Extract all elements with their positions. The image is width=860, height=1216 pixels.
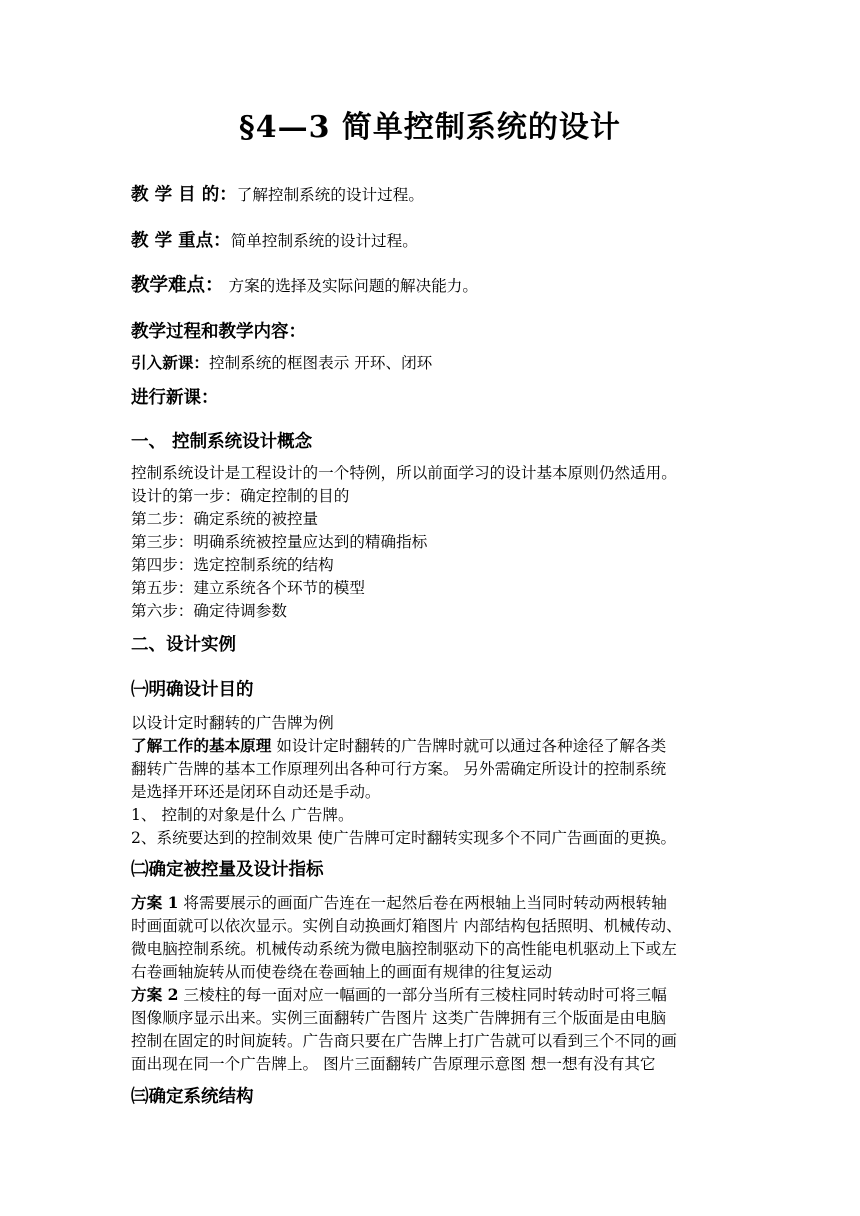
sub1-line: 以设计定时翻转的广告牌为例 bbox=[131, 714, 334, 732]
focus-label: 教 学 重点： bbox=[131, 231, 231, 251]
plan1-text: 将需要展示的画面广告连在一起然后卷在两根轴上当同时转动两根转轴 bbox=[178, 894, 667, 912]
plan2-line: 控制在固定的时间旋转。广告商只要在广告牌上打广告就可以看到三个不同的画 bbox=[131, 1032, 677, 1050]
plan1-line: 右卷画轴旋转从而使卷绕在卷画轴上的画面有规律的往复运动 bbox=[131, 963, 553, 981]
plan2-label: 方案 2 bbox=[131, 985, 179, 1004]
section2-heading: 二、设计实例 bbox=[131, 635, 236, 655]
teaching-difficulty bbox=[131, 275, 478, 297]
page-title: §4—3 简单控制系统的设计 bbox=[239, 110, 621, 145]
aim-text: 了解控制系统的设计过程。 bbox=[236, 186, 424, 204]
section1-line: 第四步：选定控制系统的结构 bbox=[131, 556, 334, 574]
new-lesson-heading: 进行新课： bbox=[131, 388, 219, 408]
intro-label: 引入新课： bbox=[131, 353, 209, 372]
sub1-item: 2、系统要达到的控制效果 使广告牌可定时翻转实现多个不同广告画面的更换。 bbox=[131, 829, 677, 847]
intro-line bbox=[131, 352, 432, 374]
sub1-paragraph-line: 翻转广告牌的基本工作原理列出各种可行方案。 另外需确定所设计的控制系统 bbox=[131, 760, 667, 778]
sub1-paragraph-line bbox=[131, 735, 666, 757]
sub2-heading: ㈡确定被控量及设计指标 bbox=[131, 860, 324, 880]
focus-text: 简单控制系统的设计过程。 bbox=[230, 232, 418, 250]
section1-heading: 一、 控制系统设计概念 bbox=[131, 432, 313, 452]
plan2-text: 三棱柱的每一面对应一幅画的一部分当所有三棱柱同时转动时可将三幅 bbox=[178, 986, 667, 1004]
plan2-line bbox=[131, 984, 667, 1006]
intro-text: 控制系统的框图表示 开环、闭环 bbox=[208, 354, 433, 372]
teaching-focus bbox=[131, 230, 418, 252]
plan1-line: 时画面就可以依次显示。实例自动换画灯箱图片 内部结构包括照明、机械传动、 bbox=[131, 917, 682, 935]
process-heading: 教学过程和教学内容： bbox=[131, 322, 306, 342]
section1-line: 第六步：确定待调参数 bbox=[131, 602, 287, 620]
plan1-line: 微电脑控制系统。机械传动系统为微电脑控制驱动下的高性能电机驱动上下或左 bbox=[131, 940, 677, 958]
plan1-label: 方案 1 bbox=[131, 893, 179, 912]
sub1-heading: ㈠明确设计目的 bbox=[131, 680, 254, 700]
section1-line: 第二步：确定系统的被控量 bbox=[131, 510, 319, 528]
difficulty-text: 方案的选择及实际问题的解决能力。 bbox=[223, 277, 478, 295]
sub1-item: 1、 控制的对象是什么 广告牌。 bbox=[131, 806, 354, 824]
section1-line: 第五步：建立系统各个环节的模型 bbox=[131, 579, 365, 597]
section1-line: 设计的第一步：确定控制的目的 bbox=[131, 487, 350, 505]
plan1-line bbox=[131, 892, 667, 914]
plan2-line: 面出现在同一个广告牌上。 图片三面翻转广告原理示意图 想一想有没有其它 bbox=[131, 1055, 656, 1073]
teaching-aim bbox=[131, 184, 424, 206]
principle-label: 了解工作的基本原理 bbox=[131, 736, 272, 755]
sub1-paragraph-line: 是选择开环还是闭环自动还是手动。 bbox=[131, 783, 381, 801]
difficulty-label: 教学难点： bbox=[131, 275, 224, 296]
section1-line: 控制系统设计是工程设计的一个特例，所以前面学习的设计基本原则仍然适用。 bbox=[131, 464, 677, 482]
sub3-heading: ㈢确定系统结构 bbox=[131, 1087, 254, 1107]
principle-text: 如设计定时翻转的广告牌时就可以通过各种途径了解各类 bbox=[271, 737, 667, 755]
plan2-line: 图像顺序显示出来。实例三面翻转广告图片 这类广告牌拥有三个版面是由电脑 bbox=[131, 1009, 667, 1027]
section1-line: 第三步：明确系统被控量应达到的精确指标 bbox=[131, 533, 428, 551]
aim-label: 教 学 目 的： bbox=[131, 185, 237, 205]
